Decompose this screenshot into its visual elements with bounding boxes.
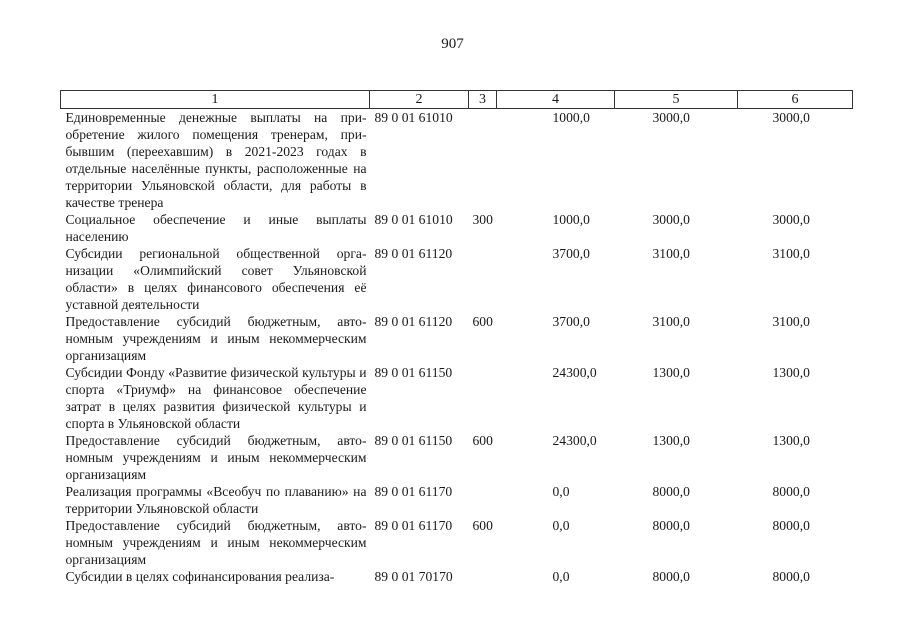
row-value-col6: 3100,0 [772,246,810,261]
row-value-col5: 3100,0 [652,314,690,329]
row-code: 89 0 01 61150 [374,365,453,380]
row-expense-type: 300 [472,212,493,227]
row-code: 89 0 01 70170 [374,569,453,584]
column-header-1: 1 [61,91,370,109]
row-value-col5: 8000,0 [652,484,690,499]
row-value-col5: 1300,0 [652,433,690,448]
column-header-6: 6 [738,91,853,109]
row-value-col6: 1300,0 [772,365,810,380]
table-row [61,568,853,585]
row-value-col5: 3100,0 [652,246,690,261]
row-value-col6: 8000,0 [772,569,810,584]
row-value-col5: 8000,0 [652,518,690,533]
row-name: Субсидии региональной общественной организации «Олимпийский совет Ульяновской области» в целях финансового обеспечения её уставной деятельности [65,246,367,312]
row-code: 89 0 01 61150 [374,433,453,448]
row-expense-type [469,245,497,313]
row-expense-type [469,568,497,585]
table-row [61,313,853,364]
row-value-col5: 3000,0 [652,212,690,227]
row-code: 89 0 01 61120 [374,246,453,261]
budget-table [60,90,853,585]
row-value-col6: 3100,0 [772,314,810,329]
row-value-col5: 8000,0 [652,569,690,584]
row-value-col6: 1300,0 [772,433,810,448]
row-name: Предоставление субсидий бюджетным, автономным учреждениям и иным некоммерческим организациям [65,314,367,363]
column-header-3: 3 [469,91,497,109]
row-value-col6: 8000,0 [772,484,810,499]
table-header-row [61,91,853,109]
row-code: 89 0 01 61170 [374,518,453,533]
row-value-col5: 1300,0 [652,365,690,380]
table-row [61,364,853,432]
row-code: 89 0 01 61120 [374,314,453,329]
column-header-2: 2 [370,91,469,109]
row-value-col5: 3000,0 [652,110,690,125]
column-header-4: 4 [497,91,615,109]
row-value-col6: 3000,0 [772,212,810,227]
row-value-col4: 0,0 [552,484,570,499]
row-value-col6: 3000,0 [772,110,810,125]
row-value-col6: 8000,0 [772,518,810,533]
row-name: Субсидии Фонду «Развитие физической культуры и спорта «Триумф» на финансовое обеспечение затрат в целях развития физической культуры и спорта в Ульяновской области [65,365,367,431]
row-code: 89 0 01 61170 [374,484,453,499]
row-value-col4: 24300,0 [552,433,597,448]
row-name: Единовременные денежные выплаты на приобретение жилого помещения тренерам, прибывшим (переехавшим) в 2021-2023 годах в отдельные населённые пункты, расположенные на территории Ульяновской области, для работы в качестве тренера [65,110,367,210]
table-row [61,245,853,313]
row-expense-type: 600 [472,314,493,329]
row-code: 89 0 01 61010 [374,110,453,125]
row-value-col4: 0,0 [552,569,570,584]
row-expense-type [469,109,497,212]
row-value-col4: 3700,0 [552,314,590,329]
table-row [61,517,853,568]
row-expense-type: 600 [472,433,493,448]
column-header-5: 5 [615,91,738,109]
table-row [61,109,853,212]
table-row [61,483,853,517]
row-name: Реализация программы «Всеобуч по плаванию» на территории Ульяновской области [65,484,367,516]
row-expense-type [469,483,497,517]
row-name: Субсидии в целях софинансирования реализа- [65,569,335,584]
row-name: Предоставление субсидий бюджетным, автономным учреждениям и иным некоммерческим организациям [65,518,367,567]
row-expense-type: 600 [472,518,493,533]
row-value-col4: 1000,0 [552,110,590,125]
row-name: Предоставление субсидий бюджетным, автономным учреждениям и иным некоммерческим организациям [65,433,367,482]
table-row [61,432,853,483]
row-name: Социальное обеспечение и иные выплаты населению [65,212,367,244]
row-value-col4: 24300,0 [552,365,597,380]
row-value-col4: 3700,0 [552,246,590,261]
page-number: 907 [441,36,464,52]
row-value-col4: 1000,0 [552,212,590,227]
row-code: 89 0 01 61010 [374,212,453,227]
table-row [61,211,853,245]
row-expense-type [469,364,497,432]
row-value-col4: 0,0 [552,518,570,533]
